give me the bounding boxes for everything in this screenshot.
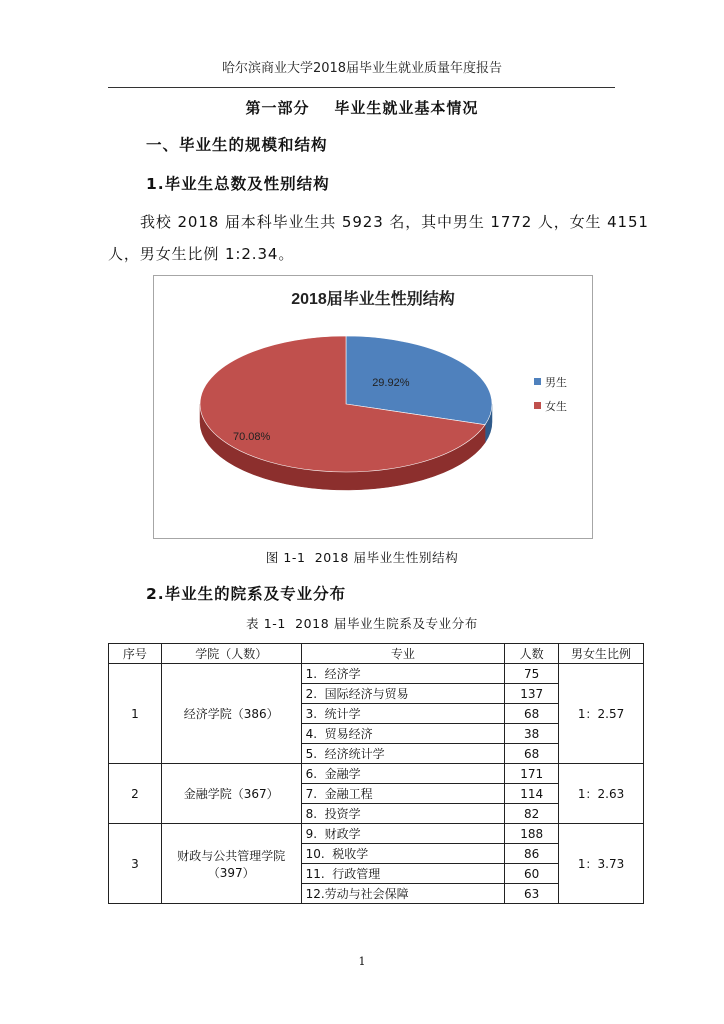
group-ratio: 1：2.57 xyxy=(559,664,644,764)
major-distribution-table xyxy=(108,643,644,904)
major-name: 3. 统计学 xyxy=(301,704,505,724)
group-ratio: 1：3.73 xyxy=(559,824,644,904)
major-name: 9. 财政学 xyxy=(301,824,505,844)
group-no: 2 xyxy=(109,764,162,824)
table-row xyxy=(109,664,644,684)
subsection-title-gender: 1.毕业生总数及性别结构 xyxy=(146,175,330,193)
major-name: 6. 金融学 xyxy=(301,764,505,784)
header-rule xyxy=(108,87,615,88)
group-college: 经济学院（386） xyxy=(161,664,301,764)
major-name: 4. 贸易经济 xyxy=(301,724,505,744)
group-college-line-2: （397） xyxy=(207,865,255,880)
major-count: 86 xyxy=(505,844,559,864)
page-number: 1 xyxy=(358,955,366,968)
group-no: 1 xyxy=(109,664,162,764)
major-count: 38 xyxy=(505,724,559,744)
pie-data-label-2: 70.08% xyxy=(233,431,271,444)
major-count: 68 xyxy=(505,704,559,724)
section-title: 一、毕业生的规模和结构 xyxy=(146,136,328,154)
major-count: 137 xyxy=(505,684,559,704)
chart-legend xyxy=(534,375,567,413)
group-college-line-1: 财政与公共管理学院 xyxy=(177,848,286,863)
header-major: 专业 xyxy=(301,644,505,664)
subsection-title-majors: 2.毕业生的院系及专业分布 xyxy=(146,585,347,603)
paragraph-line-2: 人，男女生比例 1:2.34。 xyxy=(108,245,295,263)
table-caption: 表 1-1 2018 届毕业生院系及专业分布 xyxy=(246,616,478,631)
major-count: 75 xyxy=(505,664,559,684)
major-name: 5. 经济统计学 xyxy=(301,744,505,764)
major-name: 12.劳动与社会保障 xyxy=(301,884,505,904)
major-count: 60 xyxy=(505,864,559,884)
figure-caption: 图 1-1 2018 届毕业生性别结构 xyxy=(265,550,459,565)
part-title: 第一部分 毕业生就业基本情况 xyxy=(245,99,479,117)
major-name: 11. 行政管理 xyxy=(301,864,505,884)
header-count: 人数 xyxy=(505,644,559,664)
major-count: 68 xyxy=(505,744,559,764)
major-name: 8. 投资学 xyxy=(301,804,505,824)
table-row xyxy=(109,764,644,784)
legend-swatch-2 xyxy=(534,402,541,409)
header-ratio: 男女生比例 xyxy=(559,644,644,664)
header-no: 序号 xyxy=(109,644,162,664)
pie-data-label-1: 29.92% xyxy=(372,376,410,389)
running-header: 哈尔滨商业大学2018届毕业生就业质量年度报告 xyxy=(221,61,503,76)
table-row xyxy=(109,824,644,844)
group-college: 金融学院（367） xyxy=(161,764,301,824)
major-name: 1. 经济学 xyxy=(301,664,505,684)
chart-title: 2018届毕业生性别结构 xyxy=(291,291,455,308)
major-name: 2. 国际经济与贸易 xyxy=(301,684,505,704)
pie-chart xyxy=(153,275,593,539)
major-count: 171 xyxy=(505,764,559,784)
major-name: 7. 金融工程 xyxy=(301,784,505,804)
legend-label-2: 女生 xyxy=(545,400,567,413)
legend-swatch-1 xyxy=(534,378,541,385)
major-count: 188 xyxy=(505,824,559,844)
major-count: 114 xyxy=(505,784,559,804)
major-name: 10. 税收学 xyxy=(301,844,505,864)
paragraph-line-1: 我校 2018 届本科毕业生共 5923 名，其中男生 1772 人，女生 4151 xyxy=(140,213,649,231)
major-count: 82 xyxy=(505,804,559,824)
pie-chart-canvas xyxy=(154,276,592,538)
legend-label-1: 男生 xyxy=(545,376,567,389)
group-no: 3 xyxy=(109,824,162,904)
group-ratio: 1：2.63 xyxy=(559,764,644,824)
group-college xyxy=(161,824,301,904)
pie-layer xyxy=(200,336,492,490)
table-header-row xyxy=(109,644,644,664)
major-count: 63 xyxy=(505,884,559,904)
header-college: 学院（人数） xyxy=(161,644,301,664)
